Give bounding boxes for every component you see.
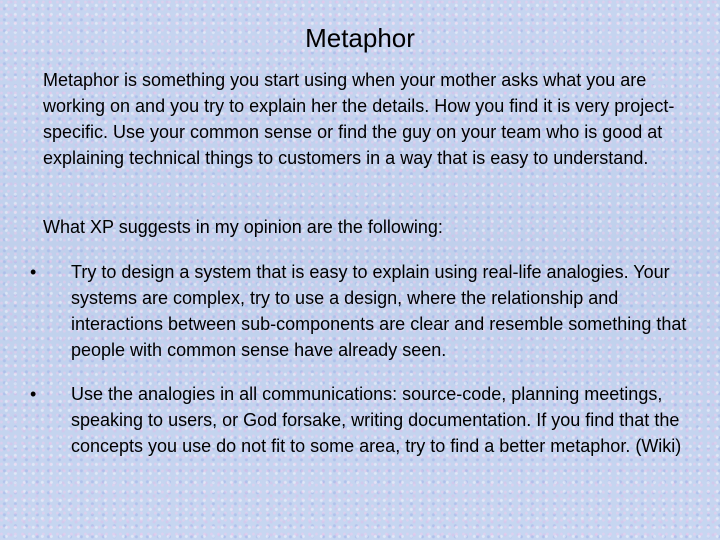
bullet-list-1 bbox=[30, 259, 710, 363]
bullet-text: Try to design a system that is easy to explain using real-life analogies. Your systems are complex, try to use a design, where the relationship and interactions between sub-components are clear and resemble something that people with common sense have already seen. bbox=[71, 262, 687, 360]
suggestion-intro: What XP suggests in my opinion are the following: bbox=[43, 217, 443, 237]
slide-title: Metaphor bbox=[305, 23, 415, 53]
bullet-item bbox=[30, 259, 710, 363]
bullet-text: Use the analogies in all communications: source-code, planning meetings, speaking to users, or God forsake, writing documentation. If you find that the concepts you use do not fit to some area, try to find a better metaphor. (Wiki) bbox=[71, 384, 682, 456]
intro-paragraph: Metaphor is something you start using when your mother asks what you are working on and you try to explain her the details. How you find it is very project-specific. Use your common sense or find the guy on your team who is good at explaining technical things to customers in a way that is easy to understand. bbox=[43, 70, 675, 168]
bullet-marker: • bbox=[30, 384, 37, 404]
bullet-list-2 bbox=[30, 381, 710, 459]
bullet-item bbox=[30, 381, 710, 459]
bullet-marker: • bbox=[30, 262, 37, 282]
